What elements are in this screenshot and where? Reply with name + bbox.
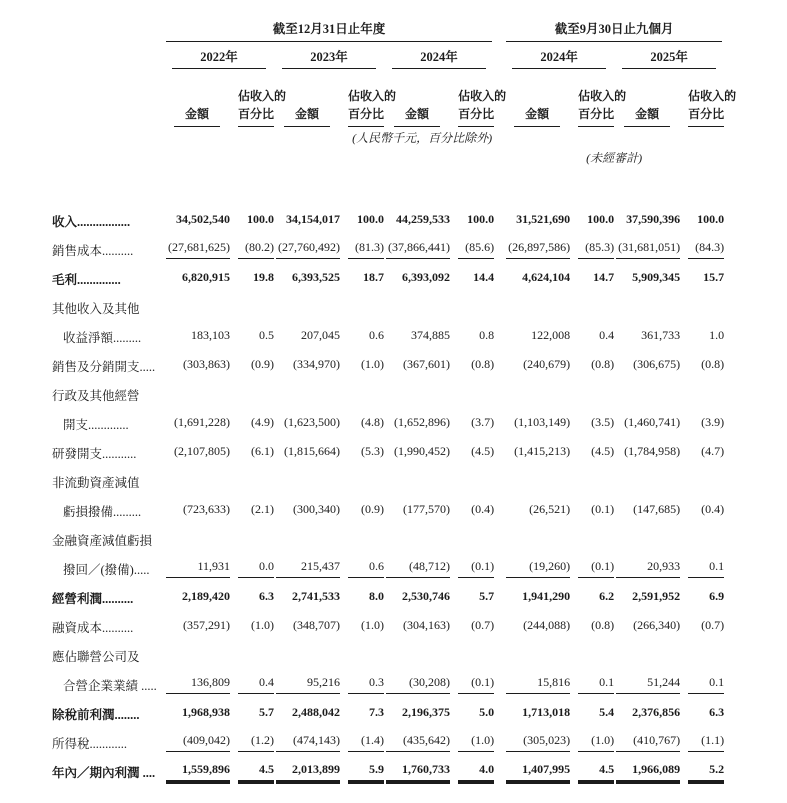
percent-cell: 0.4 xyxy=(599,328,615,342)
amount-cell: (1,623,500) xyxy=(284,415,340,429)
row-label: 金融資產減值虧損 xyxy=(52,534,153,548)
percent-cell: (1.0) xyxy=(361,357,384,371)
unaudited-note-row xyxy=(52,147,724,167)
amount-cell: (19,260) xyxy=(504,549,570,578)
measure-header-row xyxy=(52,69,724,127)
amount-cell: (1,652,896) xyxy=(394,415,450,429)
row-label: 收入................. xyxy=(52,215,131,229)
percent-cell: 0.1 xyxy=(680,665,724,694)
amount-cell: 44,259,533 xyxy=(396,212,450,226)
percent-cell: 0.1 xyxy=(570,665,614,694)
amount-cell: 361,733 xyxy=(641,328,681,342)
percent-cell: (2.1) xyxy=(251,502,274,516)
row-label: 開支............. xyxy=(63,418,129,432)
group-gap xyxy=(494,259,504,288)
amount-cell: (1,990,452) xyxy=(394,444,450,458)
amount-cell: (147,685) xyxy=(633,502,681,516)
amount-cell: 2,741,533 xyxy=(292,589,340,603)
row-label: 研發開支........... xyxy=(52,447,137,461)
amount-cell: (305,023) xyxy=(504,723,570,752)
percent-cell: 0.6 xyxy=(340,549,384,578)
amount-cell: 1,713,018 xyxy=(522,705,571,719)
percent-cell: (85.6) xyxy=(450,230,494,259)
percent-cell: (0.8) xyxy=(471,357,495,371)
percent-cell: (1.0) xyxy=(251,618,274,632)
percent-cell: 100.0 xyxy=(357,212,384,226)
percent-cell: 19.8 xyxy=(253,270,274,284)
group-gap xyxy=(494,665,504,694)
row-label: 應佔聯營公司及 xyxy=(52,650,140,664)
percent-cell: (0.8) xyxy=(591,618,615,632)
percent-cell: (81.3) xyxy=(340,230,384,259)
amount-cell: 34,502,540 xyxy=(176,212,230,226)
units-note: (人民幣千元，百分比除外) xyxy=(352,131,493,145)
header-spacer-row xyxy=(52,167,724,201)
amount-cell: 95,216 xyxy=(274,665,340,694)
amount-header: 金額 xyxy=(624,106,670,127)
percent-cell: 100.0 xyxy=(247,212,274,226)
percent-cell: (0.1) xyxy=(591,502,615,516)
amount-cell: 15,816 xyxy=(504,665,570,694)
percent-cell: (0.8) xyxy=(591,357,615,371)
pct-of-revenue-header: 佔收入的 百分比 xyxy=(578,88,614,127)
year-header-9m-2025: 2025年 xyxy=(622,47,716,69)
percent-cell: 100.0 xyxy=(697,212,725,226)
amount-cell: 136,809 xyxy=(164,665,230,694)
percent-cell: (3.7) xyxy=(471,415,495,429)
amount-header: 金額 xyxy=(284,106,330,127)
amount-cell: 4,624,104 xyxy=(522,270,571,284)
table-row xyxy=(52,375,724,404)
table-row xyxy=(52,636,724,665)
amount-cell: (27,760,492) xyxy=(274,230,340,259)
group-gap xyxy=(494,404,504,433)
table-row xyxy=(52,723,724,752)
amount-cell: (30,208) xyxy=(384,665,450,694)
table-row xyxy=(52,288,724,317)
percent-cell: (3.5) xyxy=(591,415,615,429)
row-label: 銷售及分銷開支..... xyxy=(52,360,156,374)
pct-of-revenue-header: 佔收入的 百分比 xyxy=(348,88,384,127)
percent-cell: (80.2) xyxy=(230,230,274,259)
row-label: 除稅前利潤........ xyxy=(52,708,140,722)
row-label: 銷售成本.......... xyxy=(52,244,134,258)
percent-cell: 0.4 xyxy=(230,665,274,694)
percent-cell: (1.4) xyxy=(340,723,384,752)
percent-cell: (0.7) xyxy=(471,618,495,632)
percent-cell: 5.2 xyxy=(680,752,724,781)
percent-cell: 0.8 xyxy=(479,328,495,342)
amount-cell: 31,521,690 xyxy=(516,212,571,226)
unaudited-note: (未經審計) xyxy=(586,151,643,165)
percent-cell: (0.8) xyxy=(701,357,725,371)
percent-cell: 5.0 xyxy=(479,705,495,719)
table-row xyxy=(52,607,724,636)
percent-cell: 18.7 xyxy=(363,270,384,284)
percent-cell: 6.3 xyxy=(709,705,725,719)
table-row xyxy=(52,404,724,433)
table-row xyxy=(52,520,724,549)
amount-cell: (304,163) xyxy=(403,618,450,632)
amount-header: 金額 xyxy=(394,106,440,127)
group-gap xyxy=(494,346,504,375)
percent-cell: 7.3 xyxy=(369,705,384,719)
table-row xyxy=(52,433,724,462)
amount-cell: (2,107,805) xyxy=(174,444,230,458)
row-label: 非流動資產減值 xyxy=(52,476,140,490)
percent-cell: (0.4) xyxy=(471,502,495,516)
amount-cell: (303,863) xyxy=(183,357,230,371)
table-header xyxy=(52,10,737,201)
percent-cell: 5.7 xyxy=(479,589,495,603)
percent-cell: (0.9) xyxy=(251,357,274,371)
amount-cell: 20,933 xyxy=(614,549,680,578)
year-header-9m-2024: 2024年 xyxy=(512,47,606,69)
group-gap xyxy=(494,491,504,520)
percent-cell: 100.0 xyxy=(467,212,495,226)
percent-cell: 14.7 xyxy=(593,270,615,284)
percent-cell: (0.4) xyxy=(701,502,725,516)
percent-cell: 1.0 xyxy=(709,328,725,342)
year-header-2024: 2024年 xyxy=(392,47,486,69)
year-header-2023: 2023年 xyxy=(282,47,376,69)
units-note-row xyxy=(52,127,724,147)
percent-cell: 0.1 xyxy=(680,549,724,578)
percent-cell: 5.9 xyxy=(340,752,384,781)
percent-cell: (1.1) xyxy=(680,723,724,752)
group-gap xyxy=(494,201,504,230)
percent-cell: 5.4 xyxy=(599,705,615,719)
table-row xyxy=(52,491,724,520)
amount-cell: (348,707) xyxy=(293,618,340,632)
percent-cell: (3.9) xyxy=(701,415,725,429)
percent-cell: 0.5 xyxy=(259,328,274,342)
row-label: 合營企業業績 ..... xyxy=(63,679,157,693)
amount-cell: 2,376,856 xyxy=(632,705,681,719)
percent-cell: (5.3) xyxy=(361,444,384,458)
amount-cell: 2,013,899 xyxy=(274,752,340,781)
table-row xyxy=(52,259,724,288)
table-row xyxy=(52,346,724,375)
amount-cell: 51,244 xyxy=(614,665,680,694)
amount-cell: 5,909,345 xyxy=(632,270,681,284)
year-header-2022: 2022年 xyxy=(172,47,266,69)
percent-cell: 0.0 xyxy=(230,549,274,578)
percent-cell: (1.0) xyxy=(361,618,384,632)
group-gap xyxy=(494,317,504,346)
row-label: 行政及其他經營 xyxy=(52,389,140,403)
row-label: 撥回／(撥備)..... xyxy=(63,563,150,577)
group-gap xyxy=(494,433,504,462)
amount-cell: 207,045 xyxy=(301,328,340,342)
percent-cell: (1.0) xyxy=(570,723,614,752)
amount-cell: (435,642) xyxy=(384,723,450,752)
percent-cell: (84.3) xyxy=(680,230,724,259)
amount-cell: (37,866,441) xyxy=(384,230,450,259)
amount-cell: 215,437 xyxy=(274,549,340,578)
percent-cell: 0.3 xyxy=(340,665,384,694)
group-gap xyxy=(494,230,504,259)
amount-cell: (26,521) xyxy=(529,502,571,516)
row-label: 年內／期內利潤 .... xyxy=(52,766,156,780)
row-label: 經營利潤.......... xyxy=(52,592,134,606)
amount-cell: 34,154,017 xyxy=(286,212,340,226)
percent-cell: (4.7) xyxy=(701,444,725,458)
amount-cell: 183,103 xyxy=(191,328,230,342)
amount-cell: 6,820,915 xyxy=(182,270,230,284)
amount-cell: (177,570) xyxy=(403,502,450,516)
percent-cell: 8.0 xyxy=(369,589,384,603)
amount-header: 金額 xyxy=(174,106,220,127)
amount-cell: (1,415,213) xyxy=(514,444,571,458)
income-statement-table xyxy=(52,10,737,781)
percent-cell: (1.0) xyxy=(450,723,494,752)
table-row xyxy=(52,201,724,230)
amount-cell: (1,815,664) xyxy=(284,444,340,458)
amount-cell: (1,460,741) xyxy=(624,415,681,429)
table-row xyxy=(52,549,724,578)
amount-cell: 2,530,746 xyxy=(402,589,450,603)
percent-cell: (0.1) xyxy=(450,665,494,694)
amount-cell: 1,407,995 xyxy=(504,752,570,781)
row-label: 毛利.............. xyxy=(52,273,121,287)
amount-cell: 2,196,375 xyxy=(402,705,450,719)
percent-cell: (85.3) xyxy=(570,230,614,259)
amount-cell: 1,559,896 xyxy=(164,752,230,781)
percent-cell: 6.9 xyxy=(709,589,725,603)
amount-cell: 1,966,089 xyxy=(614,752,680,781)
percent-cell: 0.6 xyxy=(369,328,384,342)
amount-cell: (1,103,149) xyxy=(514,415,571,429)
percent-cell: 6.2 xyxy=(599,589,615,603)
amount-cell: (367,601) xyxy=(403,357,450,371)
amount-cell: (410,767) xyxy=(614,723,680,752)
percent-cell: (0.9) xyxy=(361,502,384,516)
amount-cell: (244,088) xyxy=(523,618,571,632)
amount-header: 金額 xyxy=(514,106,560,127)
amount-cell: (300,340) xyxy=(293,502,340,516)
amount-cell: 1,941,290 xyxy=(522,589,571,603)
amount-cell: 374,885 xyxy=(411,328,450,342)
percent-cell: (1.2) xyxy=(230,723,274,752)
group-gap xyxy=(494,723,504,752)
percent-cell: 5.7 xyxy=(259,705,274,719)
pct-of-revenue-header: 佔收入的 百分比 xyxy=(458,88,494,127)
amount-cell: (474,143) xyxy=(274,723,340,752)
percent-cell: (0.1) xyxy=(450,549,494,578)
percent-cell: 14.4 xyxy=(473,270,495,284)
amount-cell: 1,968,938 xyxy=(182,705,230,719)
amount-cell: 37,590,396 xyxy=(626,212,681,226)
row-label: 融資成本.......... xyxy=(52,621,134,635)
amount-cell: (266,340) xyxy=(633,618,681,632)
amount-cell: (31,681,051) xyxy=(614,230,680,259)
row-label: 其他收入及其他 xyxy=(52,302,140,316)
table-body xyxy=(52,201,724,781)
table-row xyxy=(52,694,724,723)
percent-cell: (0.7) xyxy=(701,618,725,632)
amount-cell: (409,042) xyxy=(164,723,230,752)
percent-cell: (4.5) xyxy=(471,444,495,458)
group-gap xyxy=(494,607,504,636)
amount-cell: (27,681,625) xyxy=(164,230,230,259)
amount-cell: (26,897,586) xyxy=(504,230,570,259)
table-row xyxy=(52,578,724,607)
group-gap xyxy=(494,694,504,723)
table-row xyxy=(52,317,724,346)
amount-cell: (357,291) xyxy=(183,618,230,632)
percent-cell: 4.5 xyxy=(570,752,614,781)
pct-of-revenue-header: 佔收入的 百分比 xyxy=(238,88,274,127)
percent-cell: (4.5) xyxy=(591,444,615,458)
table-row xyxy=(52,665,724,694)
amount-cell: 2,488,042 xyxy=(292,705,340,719)
amount-cell: 1,760,733 xyxy=(384,752,450,781)
percent-cell: (4.8) xyxy=(361,415,384,429)
amount-cell: 6,393,092 xyxy=(402,270,450,284)
amount-cell: 6,393,525 xyxy=(292,270,340,284)
table-row xyxy=(52,462,724,491)
annual-group-title: 截至12月31日止年度 xyxy=(166,19,492,42)
percent-cell: (0.1) xyxy=(570,549,614,578)
group-gap xyxy=(494,549,504,578)
row-label: 所得稅............ xyxy=(52,737,128,751)
amount-cell: 2,591,952 xyxy=(632,589,681,603)
amount-cell: 122,008 xyxy=(531,328,571,342)
group-gap xyxy=(494,752,504,781)
year-header-row xyxy=(52,42,724,69)
percent-cell: 4.5 xyxy=(230,752,274,781)
amount-cell: (240,679) xyxy=(523,357,571,371)
table-row xyxy=(52,752,724,781)
column-group-header-row xyxy=(52,10,724,42)
amount-cell: 2,189,420 xyxy=(182,589,230,603)
percent-cell: (6.1) xyxy=(251,444,274,458)
percent-cell: 100.0 xyxy=(587,212,615,226)
pct-of-revenue-header: 佔收入的 百分比 xyxy=(688,88,724,127)
amount-cell: (306,675) xyxy=(633,357,681,371)
amount-cell: (1,691,228) xyxy=(174,415,230,429)
amount-cell: (48,712) xyxy=(384,549,450,578)
percent-cell: 6.3 xyxy=(259,589,274,603)
group-gap xyxy=(494,578,504,607)
row-label: 虧損撥備......... xyxy=(63,505,142,519)
percent-cell: 15.7 xyxy=(703,270,725,284)
amount-cell: (1,784,958) xyxy=(624,444,681,458)
percent-cell: (4.9) xyxy=(251,415,274,429)
interim-group-title: 截至9月30日止九個月 xyxy=(506,19,722,42)
amount-cell: 11,931 xyxy=(164,549,230,578)
amount-cell: (334,970) xyxy=(293,357,340,371)
row-label: 收益淨額......... xyxy=(63,331,142,345)
table-row xyxy=(52,230,724,259)
percent-cell: 4.0 xyxy=(450,752,494,781)
amount-cell: (723,633) xyxy=(183,502,230,516)
